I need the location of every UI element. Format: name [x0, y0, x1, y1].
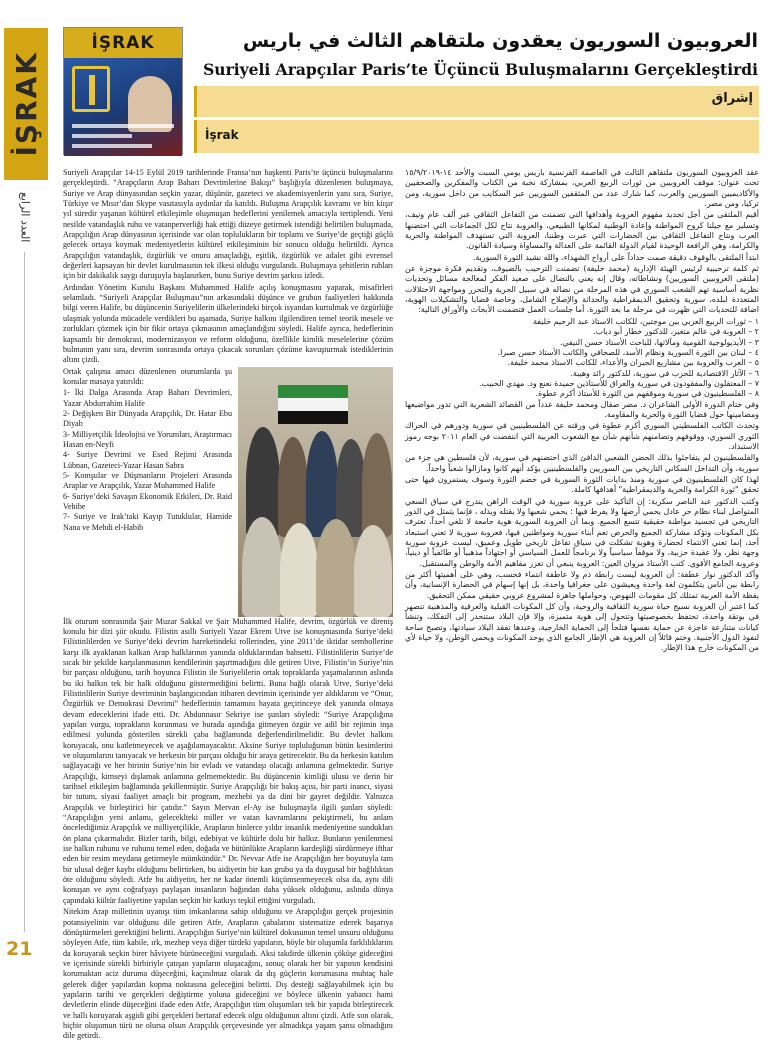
paragraph: وأكد الدكتور نوار عطفة: أن العروبة ليست رابطة دم ولا عاطفة انتماء فحسب، وهي على أهميتها أكثر من رابطة بين أناس يتكلمون لغة واحدة ويعيشون على جغرافيا واحدة، بل إنها إسهام في الحضارة الإنسانية، وأن يقظة الأمة العربية تمتلك كل مقومات النهوض، وحواملها جاهزة لمشروع عروبي حقيقي ممكن التحقيق. — [405, 570, 759, 600]
article-column-turkish — [63, 168, 393, 1041]
list-item: ٨ – الفلسطينيون في سورية وموقفهم من الثورة للأستاذ أكرم عطوة. — [535, 389, 759, 399]
cover-masthead: İŞRAK — [64, 28, 182, 58]
list-item: 6- Suriye’deki Savaşın Ekonomik Etkileri, Dr. Raid Vehibe — [63, 491, 232, 511]
paragraph: وفي ختام الدورة الأولى الشاعران د. مضر صقال ومحمد خليفة عدداً من القصائد الشعرية التي تدور مواضيعها ومضامينها حول قضايا الثورة والحرية والمقاومة. — [405, 399, 759, 419]
list-item: 3- Milliyetçilik İdeolojisi ve Yorumları, Araştırmacı Hasan en-Neyfi — [63, 429, 232, 449]
article-title-arabic: العروبيون السوريون يعقدون ملتقاهم الثالث في باريس — [242, 30, 758, 52]
paragraph: لهذا كان الفلسطينيون في سورية ومنذ بدايات الثورة السورية في خضم الثورة وسوف يستمرون فيها حتى تحقق "ثورة الكرامة والحرية والديمقراطية" أهدافها كاملة. — [405, 474, 759, 495]
strip-divider — [24, 252, 25, 932]
source-box-arabic — [194, 86, 759, 117]
cover-issue-number-graphic — [72, 66, 110, 112]
sessions-with-photo — [63, 367, 393, 617]
paragraph: İlk oturum sonrasında Şair Muzar Sakkal ve Şair Muhammed Halife, devrim, özgürlük ve direniş konulu bir dizi şiir okudu. Filistin asıllı Suriyeli Yazar Ekrem Utve ise konuşmasında Suriye’deki Filistinlilerden ve Suriye’deki devrim hareketindeki rollerinden, yine 2011’de iktidar sembollerine karşı ilk ayaklanan kalkan Arap halklarının yanında olduklarından bahsetti. Filistinlilerin Suriye’de sıcak bir şekilde karşılanmasının kendilerinin şaşırtmadığını dile getiren Utve, Filistin’in Suriye’nin bir parçası olduğunu, tarih boyunca Filistin ile Suriyelilerin ortak topraklarda yaşamalarının aslında bu iki halkın tek bir halk olduğunu göstermediğini belirtti. Buna bağlı olarak Utve, Suriye’deki Filistinlilerin Suriye devriminin başlangıcından itibaren devrimin içerisinde yer aldıklarını ve “Onur, Özgürlük ve Demokrasi Devrimi” hedeflerinin tamamını hayata geçirinceye dek yanında olmaya devam edeceklerini ifade etti. Dr. Abdunnasır Sekriye ise şunları söyledi: “Suriye Arapçılığına yapılan vurgu, toprakların korunması ve burada aşındığa gitmeyen özgür ve adil bir rejimin inşa edilmesi yolunda gösterilen sürekli çaba bağlamında değerlendirilmelidir. Bu devlet halkını koruyacak, onu katletmeyecek ve aşağılamayacaktır. Aksine Suriye topluluğunun bütün kesimlerini ve oluşumlarını tanıyacak ve herkesin bir parçası olduğu bir araya getirecektir. Bu da herkesin katılım sağlayacağı ve her birinin Suriye’nin bir evladı ve vatandaşı olacağı anlamına gelmektedir. Suriye Arapçılığı, kimseyi dışlamak anlamına gelmemektedir. Bu düşüncenin kimliği ulusu ve derin bir tarihsel etkileşim bağlamında şekillenmiştir. Suriye Arapçılığı bir bakış açısı, bir parti inancı, siyasi bir tutum, siyasi faaliyet amaçlı bir program, mezhebi ya da dini bir gayret değildir. Yalnızca Arapçılık ve birleştirici bir çatıdır.” Sayın Mervan el-Ay ise buluşmayla ilgili şunları söyledi: “Arapçılığın yeni anlamı, geleceklteki miller ve vatan kavramlarını pekiştirmeli, bu anlam öncelediğimiz Arapçılık ve milliyetçilikle, Arapların binlerce yıldır insanlık medeniyetine sundukları ön plana çıkarmalıdır. Bizler tarih, bilgi, edebiyat ve kültürle dolu bir halkız. Bunların yenilenmesi ise halkın ruhunu ve ruhunu temel eden, doğada ve bütünlükte Arapların kardeşliği sürdürmeye ifthar eden bir resim meydana getirmeyle mümkündür.” Dr. Nevvar Atfe ise Arapçılığın her boyutuyla tam bir ulusal değer kaybı olduğunu belirtirken, bu aidiyetin bir kan grubu ya da duygusal bir bağlılıktan öte olduğunu söyledi. Atfe bu aidiyetin, her ne kadar önemli küçümsenmeyecek olsa da, aynı dili konuşan ve aynı coğrafyayı paylaşan insanların bağından daha yüksek olduğunu, aslında dünya çapındaki kültür faaliyetine yapılan seçkin bir katkıyı teşkil ettiğini vurguladı. — [63, 616, 393, 905]
issue-label: العدد الرابع — [18, 191, 32, 243]
brand-logo — [4, 28, 48, 180]
list-item: ٥ – العرب والعروبة بين مشاريع الجيران والأعداء، للكاتب الاستاذ محمد خليفة. — [507, 358, 759, 368]
list-item: 2- Değişken Bir Dünyada Arapçılık, Dr. Hatar Ebu Diyab — [63, 408, 232, 429]
magazine-cover-image — [63, 27, 183, 155]
paragraph: ثم كلمة ترحيبية لرئيس الهيئة الإدارية (محمد خليفة) تضمنت الترحيب بالضيوف، وتقديم فكرة موجزة عن (ملتقى العروبيين السوريين) ونشاطاته، وقال إنه يعني بالنضال على صعيد الفكر لمعالجة مسائل وتحديات نظرية أساسية تهم الشعب السوري في هذه المرحلة من نضاله في سبيل الحرية والتحرر ومواجهة الاحتلالات المتعددة لبلده، سورية وتحقيق الديمقراطية والحداثة والإصلاح الشامل، وخاصة قضايا والتشكيلات الهوية، اضافة للتحديات التي ظهرت في مرحلة ما بعد الثورة. أما جلسات العمل فتضمنت الأبحاث والأوراق التالية: — [405, 264, 759, 315]
article-column-arabic — [405, 168, 759, 958]
group-photo — [238, 367, 393, 617]
list-item: ٤ – لبنان بين الثورة السورية ونظام الأسد، للصحافي والكاتب الأستاذ حسن صبرا. — [497, 347, 759, 357]
source-box-turkish — [194, 120, 759, 153]
article-title-turkish: Suriyeli Arapçılar Paris’te Üçüncü Buluşmalarını Gerçekleştirdi — [203, 60, 758, 79]
side-strip — [0, 0, 52, 978]
list-item: 1- İki Dalga Arasında Arap Baharı Devrimleri, Yazar Abdurrahim Halife — [63, 388, 232, 408]
list-item: ٦ – الآثار الاقتصادية للحرب في سورية، للدكتور رائد وهيبة. — [570, 368, 759, 378]
list-item: 5- Komşular ve Düşmanların Projeleri Arasında Araplar ve Arapçılık, Yazar Muhammed Halife — [63, 470, 232, 491]
brand-text: İŞRAK — [9, 51, 43, 157]
paragraph: كما اعتبر أن العروبة نسيج حياة سورية الثقافية والروحية، وأن كل المكونات القبلية والعرقية والمذهبية تنصهر في بوتقة واحدة، تحتفظ بخصوصيتها وتتحول إلى هوية متميزة، وإلا فإن البلاد ستنحدر إلى التفكك، وتنشأ كيانات متنازعة عاجزة عن حماية نفسها فتلجأ إلى الحماية الخارجية، وعندها تفقد البلاد سيادتها، وتصبح ساحة لنفوذ الدول الأجنبية. وختم قائلاً إن العروبة هي الإطار الجامع الذي يوحد المكونات ويحمي الوطن، ولا حياة لأي من المكونات خارج هذا الإطار. — [405, 602, 759, 653]
page-number: 21 — [6, 938, 33, 960]
syrian-flag — [278, 385, 348, 425]
paragraph: والفلسطينيون لم يتفاجئوا بذلك الحضن الشعبي الدافئ الذي احتضنهم في سورية، لأن فلسطين هي جزء من سورية، وأن التداخل السكاني التاريخي بين السوريين والفلسطينيين يؤكد أنهم كانوا ومازالوا شعباً واحداً. — [405, 453, 759, 473]
paragraph: عقد العروبيون السوريون ملتقاهم الثالث في العاصمة الفرنسية باريس يومي السبت والأحد ١٤-١٥/٩/٢٠١٩ تحت عنوان: موقف العروبيين من ثورات الربيع العربي، بمشاركة نخبة من الكتاب والمفكرين والصحفيين والأكاديميين السوريين والعرب، كما شارك عدد من المثقفين السوريين عبر السكايب من داخل سورية، ومن تركيا، ومن مصر. — [405, 168, 759, 209]
paragraph: Suriyeli Arapçılar 14-15 Eylül 2019 tarihlerinde Fransa’nın başkenti Paris’te üçüncü buluşmalarını gerçekleştirdi. “Arapçıların Arap Baharı Devrimlerine Bakışı” başlığıyla düzenlenen buluşmaya, Suriye ve Arap dünyasından seçkin yazar, düşünür, gazeteci ve akademisyenlerin yanı sıra, Suriye, Türkiye ve Mısır’dan Skype vasıtasıyla aydınlar da katıldı. Buluşma Arapçılık kavramı ve bin kiışır yıl süredir yaşanan kültürel etkileşimle oluşmuşan hedeflerini yenilemek amacıyla tertiplendi. Yeni nesilde vatandaşlık ruhu ve vatanperverliği hak ettiği düzeye getirmek istendiği belirtilen buluşmada, Arapçılığın Arap dünyasının içerisinde var olan toplulukların bir toplamı ve Suriye’de geçtiği güçlü gelecek ortaya koymak medeniyetlerin kültürel etkileşiminin bir sonucu olduğu belirtildi. Ayrıca Arapçılığın vatandaşlık, özgürlük ve onuru amaçladığı, eşitlik, özgürlük ve adalet gibi evrensel değerleri kapsayan bir devlet kurulmasının tek ilkesi olduğu vurgulandı. Buluşmaya şehitlerin ruhları için bir dakikalık saygı duruşuyla başlanırken, bunu Suriye devrim şarkısı izledi. — [63, 168, 393, 281]
paragraph: Ardından Yönetim Kurulu Başkanı Muhammed Halife açılış konuşmasını yaparak, misafirleri selamladı. “Suriyeli Arapçılar Buluşması”nın arkasındaki düşünce ve grubun faaliyetleri hakkında bilgi veren Halife, bu düşüncenin Suriyelilerin ülkelerindeki birçok isyandan kurtulmak ve özgürlüğe ulaşmak yolunda mücadele verdikleri bu aşamada, Suriye halkını ilgilendiren temel teorik mesele ve zorlukları çözmek için bir fikir ortaya çıkmasının amaçlandığını söyledi. Halife ayrıca, hedeflerinin kapsamlı bir demokrasi, modernizasyon ve reform olduğunu, özellikle kimlik meselelerine çözüm bulmanın yanı sıra, devrim sonrasında ortaya çıkacak sorunları çözüme kavuşturmak istediklerinin altını çizdi. — [63, 282, 393, 365]
paragraph: ابتدأ الملتقى بالوقوف دقيقة صمت حداداً على أرواح الشهداء، والله نشيد الثورة السورية. — [472, 252, 759, 262]
sessions-list — [63, 367, 232, 617]
paragraph: أقيم الملتقى من أجل تجديد مفهوم العروبة وأهدافها التي تضمنت من التفاعل الثقافي عبر ألف عام ونيف، وتسلير مع جيلنا كروح المواطنة وإعادة الوطنية لمكانها الطبيعي، والعروبة نتاج لكل الجماعات التي احتضنها العرب ونتاج التفاعل الثقافي بين الحضارات التي عبرت وطننا، العروبة التي تستهدف المواطنة والحرية والكرامة، وهي الرافعة الوحيدة لقيام الدولة القائمة على العدالة والمساواة وسيادة القانون. — [405, 210, 759, 251]
list-item: ٣ – الأيديولوجية القومية ومآلاتها، للباحث الأستاذ حسن النيفي. — [559, 337, 759, 347]
list-item: ٧ – المعتقلون والمفقودون في سورية والعراق للأستاذين حميدة نعنع ود. مهدي الحبيب. — [478, 378, 759, 388]
source-label-arabic: إشراق — [711, 91, 753, 106]
list-item: 4- Suriye Devrimi ve Esed Rejimi Arasında Lübnan, Gazeteci-Yazar Hasan Sabra — [63, 450, 232, 470]
paragraph: Ortak çalışma amacı düzenlenen oturumlarda şu konular masaya yatırıldı: — [63, 366, 232, 386]
list-item: ٢ – العروبة في عالم متغير، للدكتور خطار أبو دياب. — [593, 327, 759, 337]
list-item: ١ – ثورات الربيع العربي بين موجتين، للكاتب الاستاذ عبد الرحيم خليفة — [533, 316, 759, 326]
sessions-list-arabic — [405, 317, 759, 400]
paragraph: وكتب الدكتور عبد الناصر سكرية: إن التأكيد على عروبة سورية في الوقت الراهن يندرج في سياق السعي المتواصل لبناء نظام حر عادل يحمي أرضها ولا يفرط فيها ؛ يحمي شعبها ولا يقتله ويذله ، فإنما يتمثل في الدور التاريخي في تجسيد مواطنة حقيقية تتسع الجميع. وبما أن العروبة السورية هوية جامعة لا تلغي أحداً، تعترف بكل المكونات وتؤكد مشاركة الجميع والحرص تعم أبناء سورية ومواطنين فيها، فعروبة سورية لا تعني استبعاد أحد، إنما تعني الانتماء لحضارة وهوية تشكلت في سياق تفاعل تاريخي طويل وعميق، ليست عروبة سورية وجهة نظر، ولا عقيدة حزبية، ولا موقفاً سياسياً ولا برنامجاً للعمل السياسي أو اجتهاداً مذهبياً أو طائفياً أو دينياً، وعروبة الجامع الأقوى. كتب الأستاذ مروان العين: العروبة ينبغي أن تعزز مفاهيم الأمة والوطن والمستقبل. — [405, 496, 759, 568]
paragraph: وتحدث الكاتب الفلسطيني السوري أكرم عطوة في ورقته عن الفلسطينيين في سورية ودورهم في الحراك الثوري السوري، ووقوفهم وتضامنهم شأنهم شأن مع الشعوب العربية التي انتفضت في العام ٢٠١١ بوجه رموز الاستبداد. — [405, 421, 759, 451]
paragraph: Nitekim Arap milletinin uyanışı tüm imkanlarına sahip olduğunu ve Arapçılığın gerçek projesinin potansiyelinin var olduğunu dile getiren Atfe, Arapların çabalarını sistematize ederek başarıya dönüştürmeleri gerektiğini belirtti. Arapçılığın Suriye’nin kültürel dokusunun temel unsuru olduğunu söyleyen Atfe, tüm kabile, ırk, mezhep veya diğer türdeki yapıların, böyle bir oluşumla farklılıklarını da koruyarak seçkin birer hâviyete bürüneceğini vurguladı. Aksi takdirde ülkenin çöküşe gideceğini ve içerisinde sürekli birbiriyle çatışan yapıların oluşacağını, sonuç olarak her bir yapının kendisini korumaktan aciz duruma düşeceğini, kaçınılmaz olarak da dış güçlerin korumasına muhtaç hale gelerek diğer yapılardan kopma noktasına geleceğini belirtti. Dış desteği sağlayabilmek için bu yapıların tarihi ve gerçekleri değiştirme yoluna gideceğini ve böylece ülkenin yabancı hami devletlerin elinde düşeceğini ifade eden Atfe, Arapçılığın tüm oluşumları tek bir yapıda birleştirecek ve hallı koruyarak aşgidi gibi gerçekleri bertaraf edecek olgu olduğunun altını çizdi. Atfe son olarak, hiçbir oluşumun türü ne olursa olsun Arapçılık çerçevesinde yer almadıkça yaşam şansı olmadığını dile getirdi. — [63, 907, 393, 1041]
list-item: 7- Suriye ve Irak’taki Kayıp Tutuklular, Hamide Nana ve Mehdi el-Habib — [63, 512, 232, 532]
source-label-turkish: İşrak — [205, 128, 239, 142]
cover-artwork — [64, 58, 182, 156]
